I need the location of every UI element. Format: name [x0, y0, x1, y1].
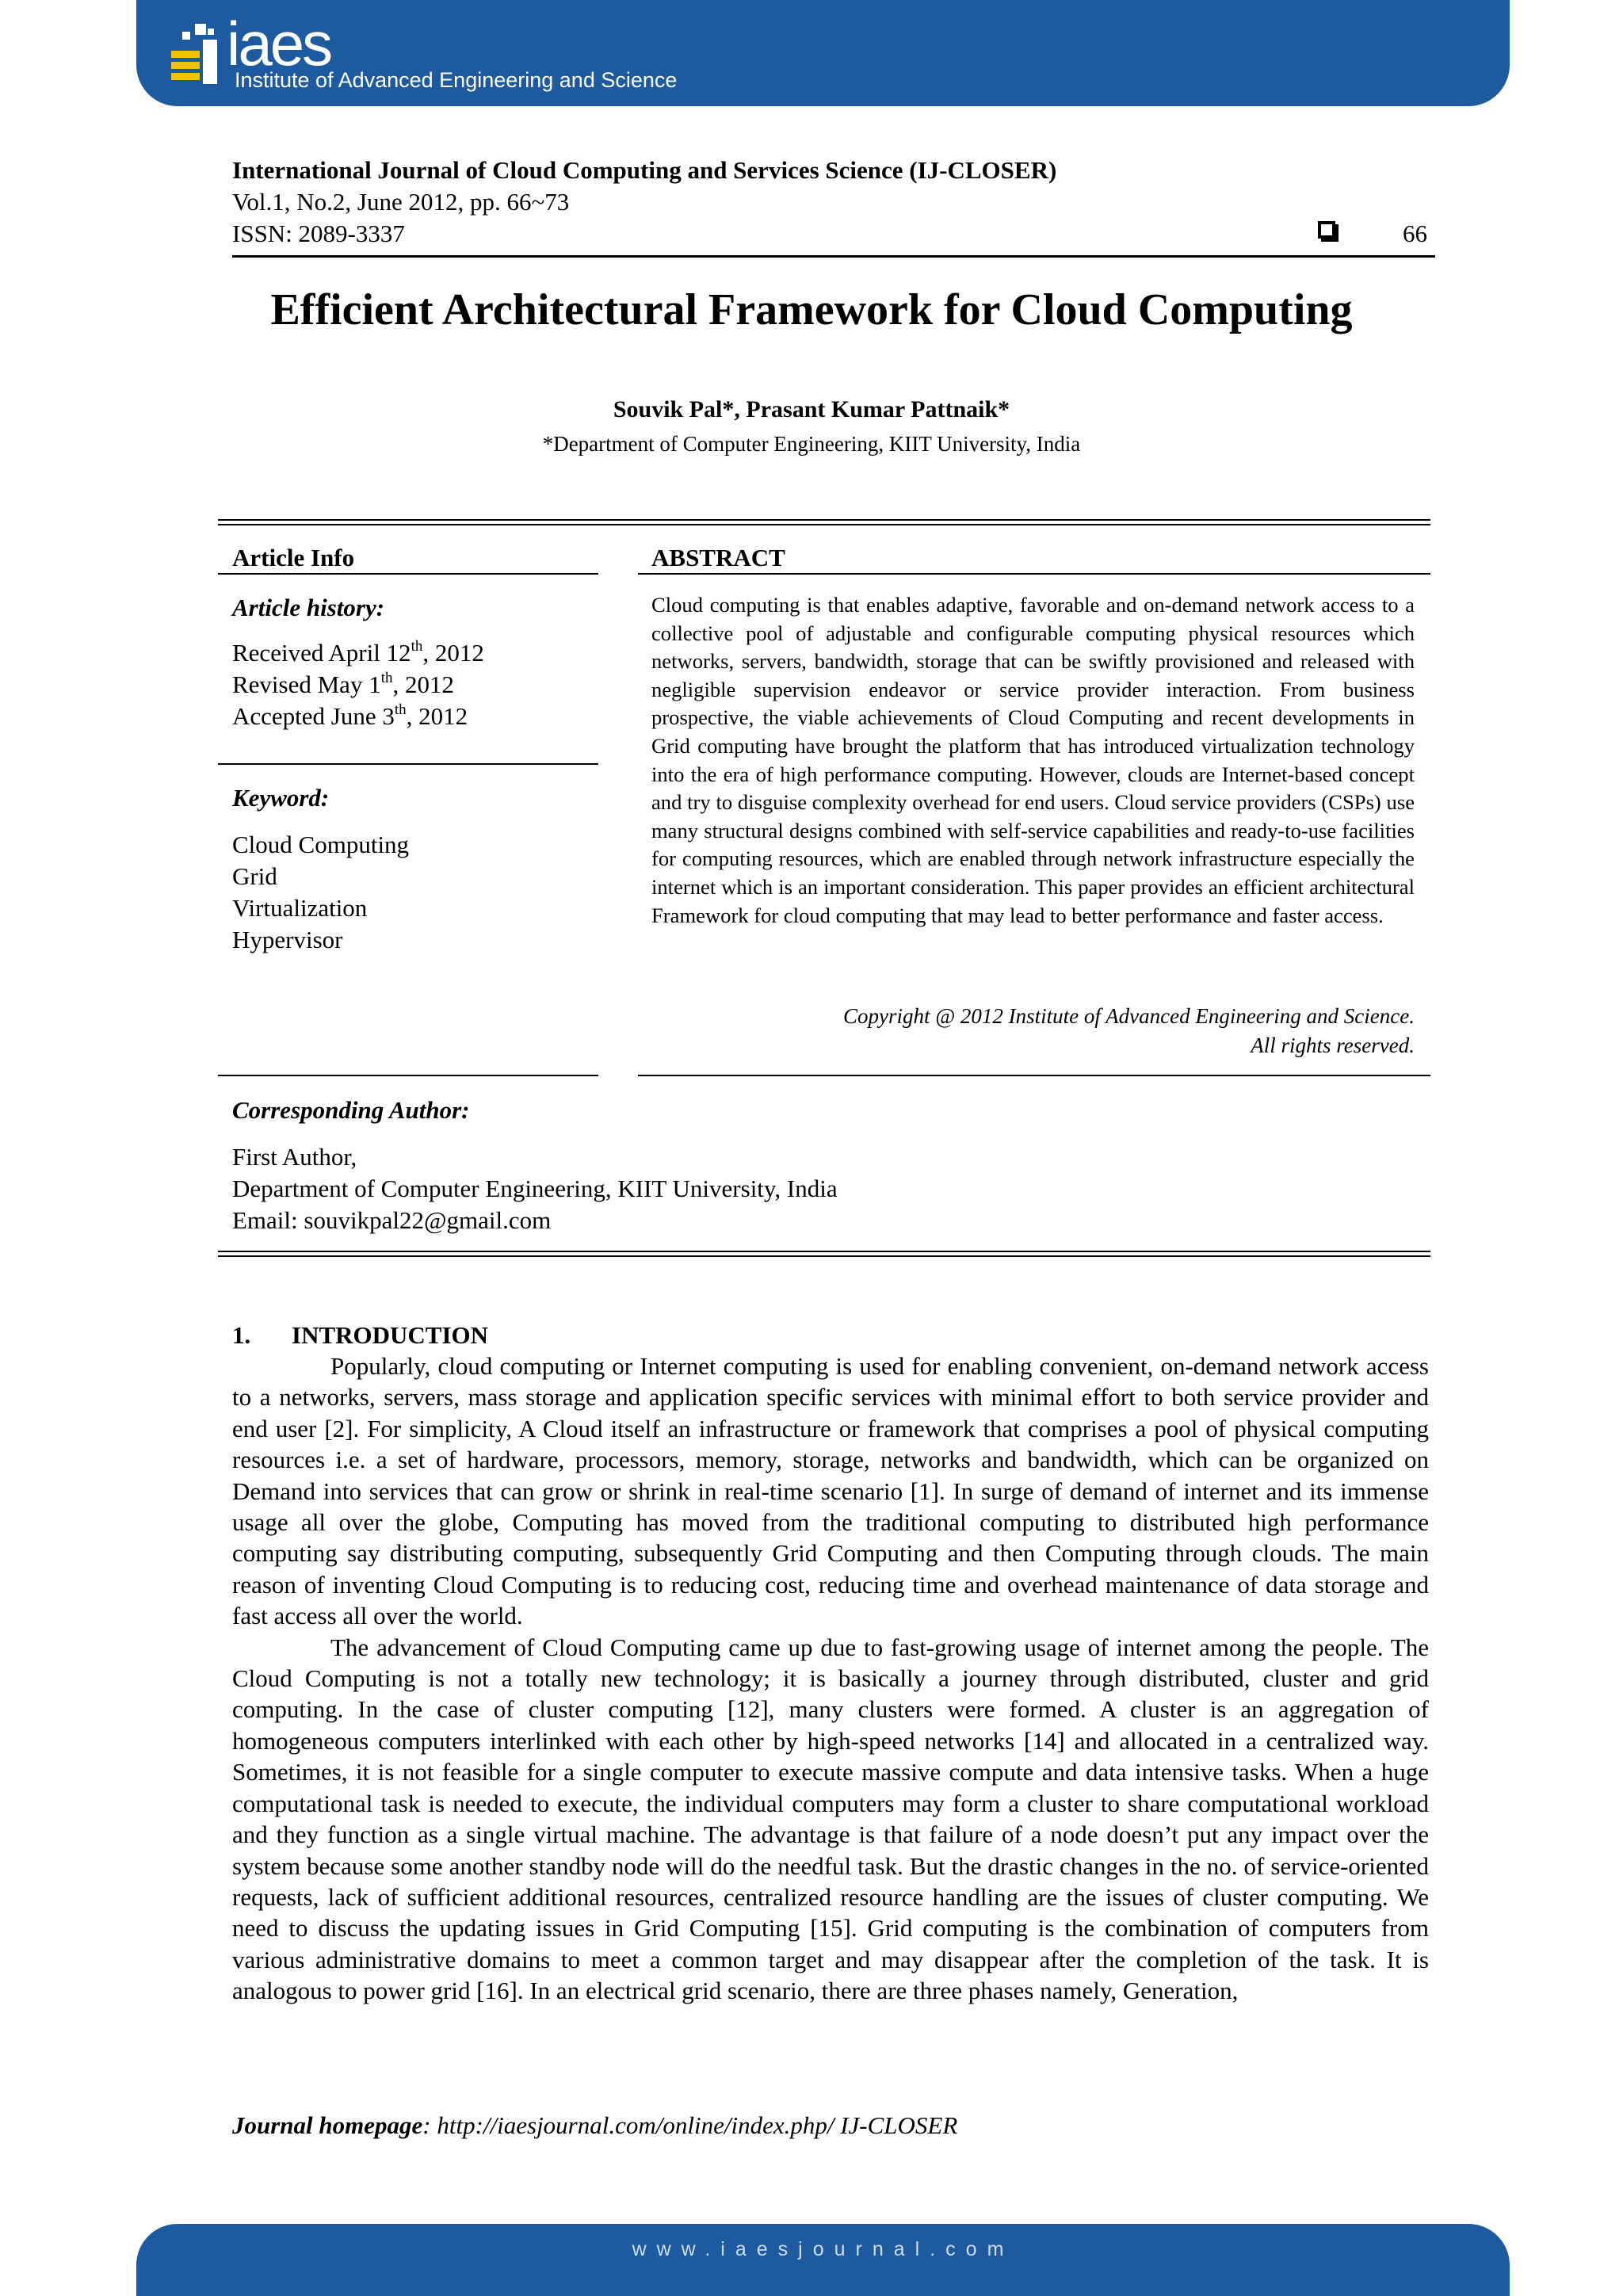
paper-affiliation: *Department of Computer Engineering, KIIT University, India — [542, 432, 1081, 456]
revised-date: Revised May 1th, 2012 — [232, 669, 454, 698]
keyword-item: Cloud Computing — [232, 831, 410, 858]
info-box-top-rule — [218, 519, 1430, 521]
logo-text: iaes — [227, 9, 331, 78]
info-box-bottom-rule — [218, 1255, 1430, 1257]
copyright-line: Copyright @ 2012 Institute of Advanced Engineering and Science. — [843, 1004, 1415, 1028]
author-department: Department of Computer Engineering, KIIT University, India — [232, 1175, 838, 1202]
journal-homepage — [232, 2111, 957, 2141]
iaes-logo-icon — [171, 24, 228, 86]
journal-name: International Journal of Cloud Computing and Services Science (IJ-CLOSER) — [232, 156, 1057, 184]
keyword-item: Hypervisor — [232, 926, 343, 953]
author-email: Email: souvikpal22@gmail.com — [232, 1206, 552, 1234]
abstract-text: Cloud computing is that enables adaptive, favorable and on-demand network access to a collective pool of adjustable and configurable computing physical resources which networks, servers, bandwidth, storage that can be swiftly provisioned and released with negligible supervision endeavor or service provider interaction. From business prospective, the viable achievements of Cloud Computing and recent developments in Grid computing have brought the platform that has introduced virtualization technology into the era of high performance computing. However, clouds are Internet-based concept and try to disguise complexity overhead for end users. Cloud service providers (CSPs) use many structural designs combined with self-service capabilities and ready-to-use facilities for computing resources, which are enabled through network infrastructure especially the internet which is an important consideration. This paper provides an efficient architectural Framework for cloud computing that may lead to better performance and faster access. — [651, 593, 1415, 927]
section-number: 1. — [232, 1321, 251, 1349]
paragraph: The advancement of Cloud Computing came up due to fast-growing usage of internet among the people. The Cloud Computing is not a totally new technology; it is basically a journey through distributed, cluster and grid computing. In the case of cluster computing [12], many clusters were formed. A cluster is an aggregation of homogeneous computers interlinked with each other by high-speed networks [14] and allocated in a centralized way. Sometimes, it is not feasible for a single computer to execute massive compute and data intensive tasks. When a huge computational task is needed to execute, the individual computers may form a cluster to share computational workload and they function as a single virtual machine. The advantage is that failure of a node doesn’t put any impact over the system because some another standby node will do the needful task. But the drastic changes in the no. of service-oriented requests, lack of sufficient additional resources, centralized resource handling are the issues of cluster computing. We need to discuss the updating issues in Grid Computing [15]. Grid computing is the combination of computers from various administrative domains to meet a common target and may disappear after the completion of the task. It is analogous to power grid [16]. In an electrical grid scenario, there are three phases namely, Generation, — [232, 1633, 1429, 2005]
footer-website[interactable]: www.iaesjournal.com — [632, 2238, 1014, 2260]
copyright-notice — [651, 1002, 1415, 1060]
journal-volume: Vol.1, No.2, June 2012, pp. 66~73 — [232, 188, 570, 216]
keyword-heading: Keyword: — [232, 784, 330, 812]
introduction-body — [232, 1350, 1429, 2007]
article-history-list — [232, 637, 484, 732]
keyword-item: Grid — [232, 862, 277, 890]
page-number: 66 — [1403, 220, 1427, 247]
info-box-top-rule — [218, 524, 1430, 525]
article-history-heading: Article history: — [232, 594, 385, 621]
paragraph: Popularly, cloud computing or Internet computing is used for enabling convenient, on-demand network access to a networks, servers, mass storage and application specific services with minimal effort to both service provider and end user [2]. For simplicity, A Cloud itself an infrastructure or framework that comprises a pool of physical computing resources i.e. a set of hardware, processors, memory, storage, networks and bandwidth, which can be organized on Demand into services that can grow or shrink in real-time scenario [1]. In surge of demand of internet and its immense usage all over the globe, Computing has moved from the traditional computing to distributed high performance computing say distributing computing, subsequently Grid Computing and then Computing through clouds. The main reason of inventing Cloud Computing is to reducing cost, reducing time and overhead maintenance of data storage and fast access all over the world. — [232, 1352, 1429, 1630]
section-heading — [232, 1320, 488, 1350]
checkbox-icon — [1318, 221, 1335, 239]
corresponding-author-heading: Corresponding Author: — [232, 1096, 470, 1124]
corresponding-author-details — [232, 1141, 838, 1236]
abstract-heading: ABSTRACT — [651, 544, 785, 571]
accepted-date: Accepted June 3th, 2012 — [232, 701, 468, 730]
footer-divider — [232, 2105, 1435, 2107]
right-column-bottom-rule — [638, 1075, 1430, 1076]
info-box-bottom-rule — [218, 1251, 1430, 1252]
abstract-divider — [638, 573, 1430, 575]
paper-title: Efficient Architectural Framework for Cloud Computing — [270, 285, 1353, 334]
homepage-url[interactable]: : http://iaesjournal.com/online/index.php/ IJ-CLOSER — [422, 2111, 958, 2139]
header-divider — [232, 255, 1435, 258]
received-date: Received April 12th, 2012 — [232, 637, 484, 667]
keyword-item: Virtualization — [232, 894, 368, 922]
journal-issn: ISSN: 2089-3337 — [232, 220, 405, 247]
keyword-list — [232, 829, 409, 956]
homepage-label: Journal homepage — [232, 2111, 423, 2139]
left-column-bottom-rule — [218, 1075, 598, 1076]
logo-tagline: Institute of Advanced Engineering and Science — [235, 68, 678, 92]
paper-authors: Souvik Pal*, Prasant Kumar Pattnaik* — [613, 396, 1010, 422]
section-title: INTRODUCTION — [292, 1321, 489, 1349]
keyword-divider — [218, 763, 598, 765]
rights-line: All rights reserved. — [1251, 1033, 1415, 1057]
author-name: First Author, — [232, 1143, 357, 1171]
article-info-divider — [218, 573, 598, 575]
article-info-heading: Article Info — [232, 544, 355, 571]
